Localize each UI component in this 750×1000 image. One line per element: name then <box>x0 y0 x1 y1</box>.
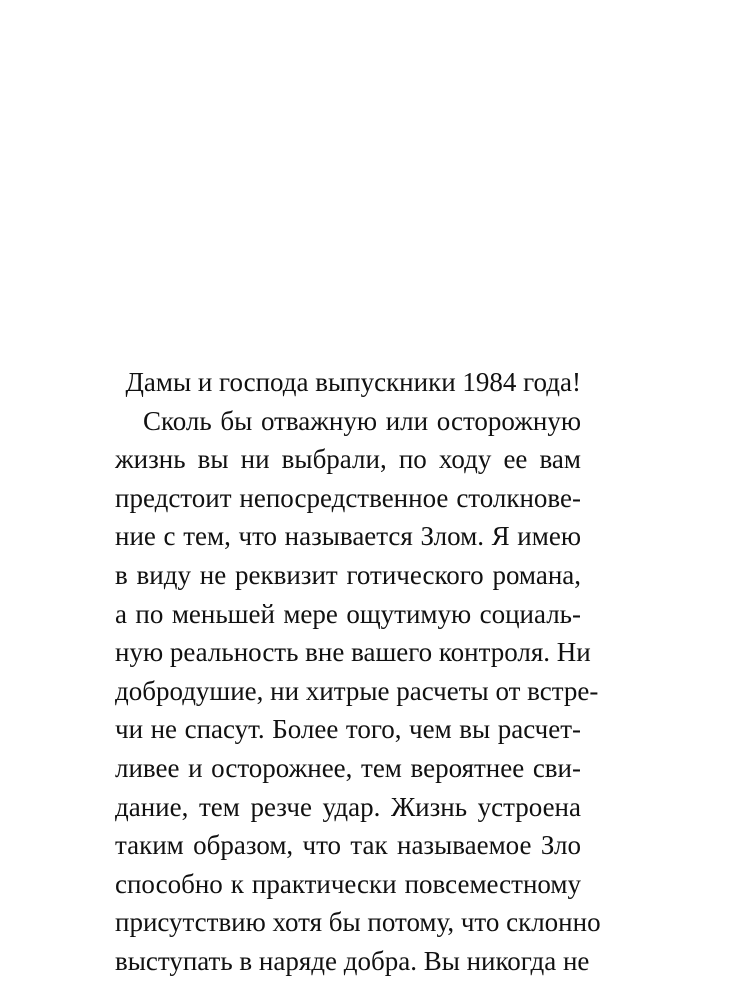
text-line: а по меньшей мере ощутимую социаль- <box>115 598 581 629</box>
text-line: присутствию хотя бы потому, что склонно <box>115 907 601 938</box>
text-line: ную реальность вне вашего контроля. Ни <box>115 637 591 668</box>
text-line: добродушие, ни хитрые расчеты от встре- <box>115 675 599 706</box>
text-line: жизнь вы ни выбрали, по ходу ее вам <box>115 444 581 475</box>
text-line: Сколь бы отважную или осторожную <box>143 405 581 436</box>
body-text <box>115 363 601 981</box>
text-line: ливее и осторожнее, тем вероятнее сви- <box>115 752 581 783</box>
text-line: в виду не реквизит готического романа, <box>115 559 581 590</box>
text-line: предстоит непосредственное столкнове- <box>115 482 581 513</box>
text-line: дание, тем резче удар. Жизнь устроена <box>115 791 581 822</box>
text-line: способно к практически повсеместному <box>115 868 581 899</box>
text-line: ние с тем, что называется Злом. Я имею <box>115 521 581 552</box>
text-line-greeting: Дамы и господа выпускники 1984 года! <box>125 367 581 397</box>
text-line: таким образом, что так называемое Зло <box>115 830 581 861</box>
text-line: выступать в наряде добра. Вы никогда не <box>115 945 590 976</box>
text-line: чи не спасут. Более того, чем вы расчет- <box>115 714 581 745</box>
